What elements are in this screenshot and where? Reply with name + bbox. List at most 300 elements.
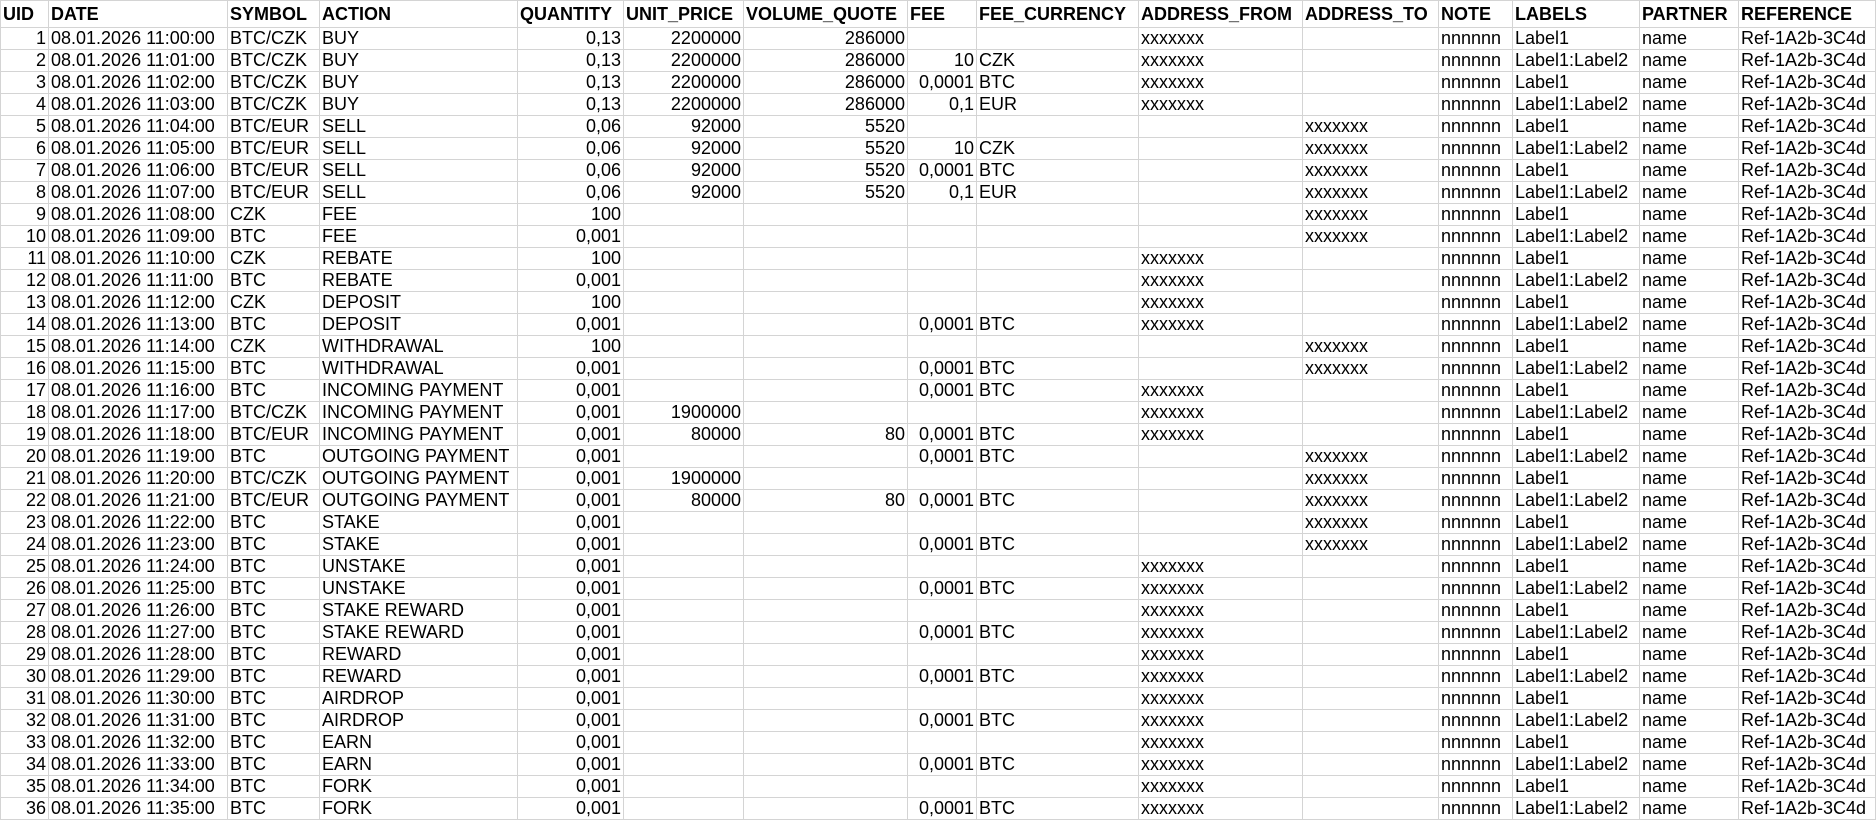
- cell-reference[interactable]: Ref-1A2b-3C4d: [1739, 534, 1876, 556]
- cell-fee-currency[interactable]: BTC: [977, 622, 1139, 644]
- cell-symbol[interactable]: BTC: [228, 556, 320, 578]
- cell-address-to[interactable]: [1303, 424, 1439, 446]
- cell-labels[interactable]: Label1:Label2: [1513, 578, 1640, 600]
- cell-fee[interactable]: 0,0001: [908, 72, 977, 94]
- cell-reference[interactable]: Ref-1A2b-3C4d: [1739, 644, 1876, 666]
- cell-address-from[interactable]: xxxxxxx: [1139, 666, 1303, 688]
- cell-fee[interactable]: 0,0001: [908, 446, 977, 468]
- cell-partner[interactable]: name: [1640, 94, 1739, 116]
- cell-note[interactable]: nnnnnn: [1439, 468, 1513, 490]
- cell-symbol[interactable]: BTC/EUR: [228, 182, 320, 204]
- cell-reference[interactable]: Ref-1A2b-3C4d: [1739, 50, 1876, 72]
- cell-address-to[interactable]: [1303, 666, 1439, 688]
- cell-uid[interactable]: 9: [1, 204, 49, 226]
- cell-uid[interactable]: 25: [1, 556, 49, 578]
- cell-uid[interactable]: 10: [1, 226, 49, 248]
- cell-fee-currency[interactable]: BTC: [977, 160, 1139, 182]
- cell-fee-currency[interactable]: BTC: [977, 578, 1139, 600]
- cell-symbol[interactable]: BTC/EUR: [228, 138, 320, 160]
- cell-labels[interactable]: Label1: [1513, 468, 1640, 490]
- cell-partner[interactable]: name: [1640, 292, 1739, 314]
- cell-address-from[interactable]: xxxxxxx: [1139, 798, 1303, 820]
- cell-quantity[interactable]: 0,06: [518, 138, 624, 160]
- cell-action[interactable]: SELL: [320, 182, 518, 204]
- cell-note[interactable]: nnnnnn: [1439, 292, 1513, 314]
- cell-address-to[interactable]: [1303, 578, 1439, 600]
- column-header-symbol[interactable]: SYMBOL: [228, 1, 320, 28]
- cell-fee[interactable]: [908, 226, 977, 248]
- cell-reference[interactable]: Ref-1A2b-3C4d: [1739, 424, 1876, 446]
- cell-note[interactable]: nnnnnn: [1439, 578, 1513, 600]
- cell-volume-quote[interactable]: [744, 798, 908, 820]
- cell-symbol[interactable]: BTC: [228, 754, 320, 776]
- cell-date[interactable]: 08.01.2026 11:09:00: [49, 226, 228, 248]
- cell-uid[interactable]: 24: [1, 534, 49, 556]
- cell-address-from[interactable]: xxxxxxx: [1139, 424, 1303, 446]
- cell-reference[interactable]: Ref-1A2b-3C4d: [1739, 314, 1876, 336]
- cell-labels[interactable]: Label1:Label2: [1513, 226, 1640, 248]
- cell-volume-quote[interactable]: [744, 204, 908, 226]
- cell-action[interactable]: FORK: [320, 776, 518, 798]
- cell-unit-price[interactable]: 2200000: [624, 72, 744, 94]
- column-header-uid[interactable]: UID: [1, 1, 49, 28]
- cell-reference[interactable]: Ref-1A2b-3C4d: [1739, 226, 1876, 248]
- cell-date[interactable]: 08.01.2026 11:17:00: [49, 402, 228, 424]
- cell-volume-quote[interactable]: [744, 248, 908, 270]
- cell-uid[interactable]: 36: [1, 798, 49, 820]
- cell-volume-quote[interactable]: 286000: [744, 28, 908, 50]
- cell-uid[interactable]: 21: [1, 468, 49, 490]
- cell-date[interactable]: 08.01.2026 11:05:00: [49, 138, 228, 160]
- cell-address-to[interactable]: [1303, 776, 1439, 798]
- cell-date[interactable]: 08.01.2026 11:16:00: [49, 380, 228, 402]
- cell-address-to[interactable]: xxxxxxx: [1303, 512, 1439, 534]
- cell-action[interactable]: OUTGOING PAYMENT: [320, 446, 518, 468]
- cell-action[interactable]: REBATE: [320, 248, 518, 270]
- cell-quantity[interactable]: 0,001: [518, 446, 624, 468]
- cell-address-to[interactable]: xxxxxxx: [1303, 336, 1439, 358]
- cell-labels[interactable]: Label1: [1513, 688, 1640, 710]
- cell-partner[interactable]: name: [1640, 710, 1739, 732]
- cell-fee[interactable]: [908, 204, 977, 226]
- cell-address-from[interactable]: [1139, 534, 1303, 556]
- cell-date[interactable]: 08.01.2026 11:34:00: [49, 776, 228, 798]
- cell-partner[interactable]: name: [1640, 226, 1739, 248]
- cell-uid[interactable]: 8: [1, 182, 49, 204]
- cell-fee-currency[interactable]: BTC: [977, 490, 1139, 512]
- cell-volume-quote[interactable]: [744, 270, 908, 292]
- cell-symbol[interactable]: BTC: [228, 380, 320, 402]
- cell-note[interactable]: nnnnnn: [1439, 160, 1513, 182]
- cell-address-to[interactable]: [1303, 94, 1439, 116]
- cell-date[interactable]: 08.01.2026 11:15:00: [49, 358, 228, 380]
- cell-uid[interactable]: 23: [1, 512, 49, 534]
- cell-unit-price[interactable]: [624, 556, 744, 578]
- cell-address-from[interactable]: xxxxxxx: [1139, 314, 1303, 336]
- cell-address-from[interactable]: xxxxxxx: [1139, 754, 1303, 776]
- cell-volume-quote[interactable]: [744, 380, 908, 402]
- cell-action[interactable]: BUY: [320, 50, 518, 72]
- cell-partner[interactable]: name: [1640, 556, 1739, 578]
- cell-date[interactable]: 08.01.2026 11:06:00: [49, 160, 228, 182]
- cell-reference[interactable]: Ref-1A2b-3C4d: [1739, 776, 1876, 798]
- column-header-address-to[interactable]: ADDRESS_TO: [1303, 1, 1439, 28]
- cell-fee[interactable]: 0,1: [908, 182, 977, 204]
- cell-date[interactable]: 08.01.2026 11:07:00: [49, 182, 228, 204]
- cell-address-from[interactable]: [1139, 446, 1303, 468]
- cell-uid[interactable]: 20: [1, 446, 49, 468]
- cell-note[interactable]: nnnnnn: [1439, 446, 1513, 468]
- cell-note[interactable]: nnnnnn: [1439, 556, 1513, 578]
- column-header-reference[interactable]: REFERENCE: [1739, 1, 1876, 28]
- cell-uid[interactable]: 29: [1, 644, 49, 666]
- cell-labels[interactable]: Label1: [1513, 644, 1640, 666]
- cell-address-to[interactable]: [1303, 28, 1439, 50]
- cell-fee[interactable]: [908, 336, 977, 358]
- cell-date[interactable]: 08.01.2026 11:31:00: [49, 710, 228, 732]
- cell-uid[interactable]: 33: [1, 732, 49, 754]
- cell-uid[interactable]: 18: [1, 402, 49, 424]
- cell-symbol[interactable]: BTC: [228, 534, 320, 556]
- cell-quantity[interactable]: 0,001: [518, 578, 624, 600]
- cell-address-to[interactable]: xxxxxxx: [1303, 468, 1439, 490]
- cell-address-from[interactable]: xxxxxxx: [1139, 644, 1303, 666]
- cell-note[interactable]: nnnnnn: [1439, 490, 1513, 512]
- cell-labels[interactable]: Label1: [1513, 28, 1640, 50]
- cell-address-from[interactable]: [1139, 204, 1303, 226]
- cell-reference[interactable]: Ref-1A2b-3C4d: [1739, 710, 1876, 732]
- cell-fee-currency[interactable]: [977, 248, 1139, 270]
- cell-note[interactable]: nnnnnn: [1439, 424, 1513, 446]
- cell-labels[interactable]: Label1:Label2: [1513, 182, 1640, 204]
- cell-quantity[interactable]: 0,001: [518, 226, 624, 248]
- cell-uid[interactable]: 19: [1, 424, 49, 446]
- cell-volume-quote[interactable]: [744, 402, 908, 424]
- cell-partner[interactable]: name: [1640, 798, 1739, 820]
- cell-quantity[interactable]: 0,001: [518, 622, 624, 644]
- cell-address-to[interactable]: [1303, 556, 1439, 578]
- cell-partner[interactable]: name: [1640, 270, 1739, 292]
- cell-volume-quote[interactable]: [744, 512, 908, 534]
- column-header-unit-price[interactable]: UNIT_PRICE: [624, 1, 744, 28]
- cell-volume-quote[interactable]: [744, 556, 908, 578]
- cell-fee[interactable]: 0,0001: [908, 666, 977, 688]
- cell-date[interactable]: 08.01.2026 11:02:00: [49, 72, 228, 94]
- cell-date[interactable]: 08.01.2026 11:01:00: [49, 50, 228, 72]
- cell-uid[interactable]: 11: [1, 248, 49, 270]
- cell-partner[interactable]: name: [1640, 688, 1739, 710]
- cell-address-from[interactable]: [1139, 226, 1303, 248]
- cell-unit-price[interactable]: [624, 292, 744, 314]
- cell-quantity[interactable]: 0,06: [518, 116, 624, 138]
- cell-date[interactable]: 08.01.2026 11:26:00: [49, 600, 228, 622]
- cell-address-from[interactable]: xxxxxxx: [1139, 578, 1303, 600]
- cell-action[interactable]: FEE: [320, 226, 518, 248]
- cell-partner[interactable]: name: [1640, 314, 1739, 336]
- cell-fee-currency[interactable]: CZK: [977, 138, 1139, 160]
- cell-labels[interactable]: Label1: [1513, 248, 1640, 270]
- cell-symbol[interactable]: BTC: [228, 226, 320, 248]
- cell-unit-price[interactable]: 92000: [624, 116, 744, 138]
- cell-uid[interactable]: 7: [1, 160, 49, 182]
- cell-fee-currency[interactable]: [977, 556, 1139, 578]
- cell-labels[interactable]: Label1:Label2: [1513, 314, 1640, 336]
- cell-address-to[interactable]: [1303, 248, 1439, 270]
- cell-unit-price[interactable]: [624, 776, 744, 798]
- cell-action[interactable]: SELL: [320, 138, 518, 160]
- cell-note[interactable]: nnnnnn: [1439, 776, 1513, 798]
- cell-action[interactable]: UNSTAKE: [320, 556, 518, 578]
- cell-note[interactable]: nnnnnn: [1439, 644, 1513, 666]
- cell-reference[interactable]: Ref-1A2b-3C4d: [1739, 358, 1876, 380]
- cell-fee-currency[interactable]: BTC: [977, 534, 1139, 556]
- cell-unit-price[interactable]: [624, 336, 744, 358]
- cell-volume-quote[interactable]: [744, 292, 908, 314]
- cell-date[interactable]: 08.01.2026 11:03:00: [49, 94, 228, 116]
- cell-symbol[interactable]: BTC: [228, 446, 320, 468]
- cell-fee[interactable]: [908, 468, 977, 490]
- cell-action[interactable]: OUTGOING PAYMENT: [320, 490, 518, 512]
- cell-date[interactable]: 08.01.2026 11:13:00: [49, 314, 228, 336]
- cell-quantity[interactable]: 0,13: [518, 50, 624, 72]
- cell-action[interactable]: SELL: [320, 160, 518, 182]
- cell-quantity[interactable]: 0,06: [518, 182, 624, 204]
- cell-symbol[interactable]: BTC/CZK: [228, 72, 320, 94]
- cell-fee-currency[interactable]: BTC: [977, 358, 1139, 380]
- cell-uid[interactable]: 35: [1, 776, 49, 798]
- cell-uid[interactable]: 26: [1, 578, 49, 600]
- cell-fee[interactable]: [908, 270, 977, 292]
- cell-fee[interactable]: [908, 292, 977, 314]
- cell-address-from[interactable]: xxxxxxx: [1139, 600, 1303, 622]
- cell-quantity[interactable]: 0,001: [518, 798, 624, 820]
- cell-fee-currency[interactable]: EUR: [977, 182, 1139, 204]
- cell-address-from[interactable]: xxxxxxx: [1139, 776, 1303, 798]
- cell-quantity[interactable]: 0,001: [518, 644, 624, 666]
- cell-fee[interactable]: [908, 776, 977, 798]
- cell-reference[interactable]: Ref-1A2b-3C4d: [1739, 160, 1876, 182]
- cell-quantity[interactable]: 0,001: [518, 688, 624, 710]
- cell-fee-currency[interactable]: BTC: [977, 754, 1139, 776]
- cell-date[interactable]: 08.01.2026 11:18:00: [49, 424, 228, 446]
- cell-address-from[interactable]: xxxxxxx: [1139, 28, 1303, 50]
- cell-fee-currency[interactable]: EUR: [977, 94, 1139, 116]
- cell-fee-currency[interactable]: [977, 116, 1139, 138]
- cell-action[interactable]: EARN: [320, 754, 518, 776]
- cell-action[interactable]: STAKE REWARD: [320, 622, 518, 644]
- cell-uid[interactable]: 32: [1, 710, 49, 732]
- cell-action[interactable]: INCOMING PAYMENT: [320, 402, 518, 424]
- cell-address-to[interactable]: [1303, 380, 1439, 402]
- cell-volume-quote[interactable]: [744, 226, 908, 248]
- cell-address-from[interactable]: xxxxxxx: [1139, 710, 1303, 732]
- cell-labels[interactable]: Label1: [1513, 116, 1640, 138]
- cell-action[interactable]: WITHDRAWAL: [320, 336, 518, 358]
- cell-note[interactable]: nnnnnn: [1439, 182, 1513, 204]
- cell-partner[interactable]: name: [1640, 754, 1739, 776]
- cell-address-from[interactable]: xxxxxxx: [1139, 402, 1303, 424]
- cell-address-to[interactable]: xxxxxxx: [1303, 226, 1439, 248]
- cell-date[interactable]: 08.01.2026 11:08:00: [49, 204, 228, 226]
- cell-action[interactable]: DEPOSIT: [320, 314, 518, 336]
- cell-uid[interactable]: 5: [1, 116, 49, 138]
- cell-symbol[interactable]: BTC: [228, 512, 320, 534]
- cell-fee-currency[interactable]: BTC: [977, 72, 1139, 94]
- cell-volume-quote[interactable]: [744, 468, 908, 490]
- cell-reference[interactable]: Ref-1A2b-3C4d: [1739, 798, 1876, 820]
- cell-reference[interactable]: Ref-1A2b-3C4d: [1739, 468, 1876, 490]
- cell-volume-quote[interactable]: [744, 578, 908, 600]
- cell-action[interactable]: FORK: [320, 798, 518, 820]
- cell-date[interactable]: 08.01.2026 11:21:00: [49, 490, 228, 512]
- cell-fee-currency[interactable]: BTC: [977, 446, 1139, 468]
- cell-quantity[interactable]: 0,13: [518, 72, 624, 94]
- cell-unit-price[interactable]: [624, 380, 744, 402]
- cell-quantity[interactable]: 0,001: [518, 380, 624, 402]
- cell-quantity[interactable]: 100: [518, 292, 624, 314]
- column-header-labels[interactable]: LABELS: [1513, 1, 1640, 28]
- cell-address-to[interactable]: xxxxxxx: [1303, 446, 1439, 468]
- cell-unit-price[interactable]: [624, 754, 744, 776]
- cell-reference[interactable]: Ref-1A2b-3C4d: [1739, 72, 1876, 94]
- cell-fee[interactable]: 10: [908, 138, 977, 160]
- cell-address-from[interactable]: [1139, 490, 1303, 512]
- cell-fee[interactable]: 0,0001: [908, 424, 977, 446]
- cell-fee[interactable]: 0,1: [908, 94, 977, 116]
- cell-date[interactable]: 08.01.2026 11:04:00: [49, 116, 228, 138]
- cell-symbol[interactable]: BTC: [228, 666, 320, 688]
- cell-labels[interactable]: Label1:Label2: [1513, 270, 1640, 292]
- cell-quantity[interactable]: 0,001: [518, 556, 624, 578]
- cell-quantity[interactable]: 0,001: [518, 402, 624, 424]
- cell-symbol[interactable]: BTC: [228, 622, 320, 644]
- cell-note[interactable]: nnnnnn: [1439, 754, 1513, 776]
- cell-note[interactable]: nnnnnn: [1439, 710, 1513, 732]
- cell-note[interactable]: nnnnnn: [1439, 116, 1513, 138]
- cell-action[interactable]: STAKE: [320, 512, 518, 534]
- column-header-note[interactable]: NOTE: [1439, 1, 1513, 28]
- cell-quantity[interactable]: 0,001: [518, 710, 624, 732]
- cell-quantity[interactable]: 0,001: [518, 754, 624, 776]
- cell-symbol[interactable]: BTC/CZK: [228, 402, 320, 424]
- cell-uid[interactable]: 34: [1, 754, 49, 776]
- cell-reference[interactable]: Ref-1A2b-3C4d: [1739, 446, 1876, 468]
- cell-fee-currency[interactable]: [977, 204, 1139, 226]
- cell-quantity[interactable]: 0,001: [518, 534, 624, 556]
- cell-fee-currency[interactable]: [977, 270, 1139, 292]
- cell-partner[interactable]: name: [1640, 666, 1739, 688]
- cell-symbol[interactable]: CZK: [228, 292, 320, 314]
- cell-note[interactable]: nnnnnn: [1439, 534, 1513, 556]
- cell-labels[interactable]: Label1:Label2: [1513, 94, 1640, 116]
- cell-address-to[interactable]: xxxxxxx: [1303, 138, 1439, 160]
- cell-fee[interactable]: 0,0001: [908, 534, 977, 556]
- cell-reference[interactable]: Ref-1A2b-3C4d: [1739, 556, 1876, 578]
- cell-partner[interactable]: name: [1640, 336, 1739, 358]
- cell-volume-quote[interactable]: 286000: [744, 72, 908, 94]
- cell-unit-price[interactable]: [624, 644, 744, 666]
- cell-note[interactable]: nnnnnn: [1439, 402, 1513, 424]
- cell-labels[interactable]: Label1: [1513, 72, 1640, 94]
- cell-volume-quote[interactable]: 80: [744, 490, 908, 512]
- cell-partner[interactable]: name: [1640, 160, 1739, 182]
- cell-fee[interactable]: 0,0001: [908, 490, 977, 512]
- cell-labels[interactable]: Label1:Label2: [1513, 446, 1640, 468]
- cell-volume-quote[interactable]: [744, 666, 908, 688]
- cell-volume-quote[interactable]: [744, 314, 908, 336]
- cell-uid[interactable]: 30: [1, 666, 49, 688]
- cell-quantity[interactable]: 0,001: [518, 600, 624, 622]
- cell-note[interactable]: nnnnnn: [1439, 138, 1513, 160]
- cell-fee-currency[interactable]: BTC: [977, 314, 1139, 336]
- cell-volume-quote[interactable]: [744, 710, 908, 732]
- cell-action[interactable]: DEPOSIT: [320, 292, 518, 314]
- cell-action[interactable]: AIRDROP: [320, 688, 518, 710]
- cell-address-from[interactable]: xxxxxxx: [1139, 72, 1303, 94]
- cell-partner[interactable]: name: [1640, 578, 1739, 600]
- cell-reference[interactable]: Ref-1A2b-3C4d: [1739, 732, 1876, 754]
- cell-fee[interactable]: 0,0001: [908, 314, 977, 336]
- cell-fee[interactable]: [908, 732, 977, 754]
- cell-fee[interactable]: 0,0001: [908, 578, 977, 600]
- column-header-action[interactable]: ACTION: [320, 1, 518, 28]
- cell-reference[interactable]: Ref-1A2b-3C4d: [1739, 28, 1876, 50]
- cell-quantity[interactable]: 0,001: [518, 512, 624, 534]
- cell-note[interactable]: nnnnnn: [1439, 512, 1513, 534]
- cell-quantity[interactable]: 0,001: [518, 314, 624, 336]
- cell-reference[interactable]: Ref-1A2b-3C4d: [1739, 138, 1876, 160]
- cell-uid[interactable]: 28: [1, 622, 49, 644]
- cell-uid[interactable]: 3: [1, 72, 49, 94]
- cell-quantity[interactable]: 0,001: [518, 732, 624, 754]
- cell-volume-quote[interactable]: [744, 446, 908, 468]
- cell-volume-quote[interactable]: 80: [744, 424, 908, 446]
- column-header-quantity[interactable]: QUANTITY: [518, 1, 624, 28]
- column-header-fee-currency[interactable]: FEE_CURRENCY: [977, 1, 1139, 28]
- cell-fee[interactable]: 0,0001: [908, 622, 977, 644]
- cell-fee-currency[interactable]: [977, 28, 1139, 50]
- cell-partner[interactable]: name: [1640, 138, 1739, 160]
- cell-note[interactable]: nnnnnn: [1439, 248, 1513, 270]
- cell-address-from[interactable]: xxxxxxx: [1139, 50, 1303, 72]
- cell-partner[interactable]: name: [1640, 468, 1739, 490]
- cell-address-to[interactable]: [1303, 402, 1439, 424]
- cell-unit-price[interactable]: [624, 710, 744, 732]
- cell-action[interactable]: BUY: [320, 94, 518, 116]
- cell-note[interactable]: nnnnnn: [1439, 732, 1513, 754]
- cell-unit-price[interactable]: 92000: [624, 182, 744, 204]
- cell-uid[interactable]: 27: [1, 600, 49, 622]
- cell-fee-currency[interactable]: BTC: [977, 666, 1139, 688]
- cell-symbol[interactable]: BTC/EUR: [228, 160, 320, 182]
- cell-date[interactable]: 08.01.2026 11:20:00: [49, 468, 228, 490]
- cell-note[interactable]: nnnnnn: [1439, 314, 1513, 336]
- cell-volume-quote[interactable]: 5520: [744, 160, 908, 182]
- cell-address-to[interactable]: [1303, 270, 1439, 292]
- cell-symbol[interactable]: CZK: [228, 204, 320, 226]
- cell-note[interactable]: nnnnnn: [1439, 270, 1513, 292]
- cell-uid[interactable]: 31: [1, 688, 49, 710]
- cell-fee-currency[interactable]: BTC: [977, 380, 1139, 402]
- cell-date[interactable]: 08.01.2026 11:22:00: [49, 512, 228, 534]
- cell-labels[interactable]: Label1: [1513, 380, 1640, 402]
- cell-unit-price[interactable]: [624, 666, 744, 688]
- cell-note[interactable]: nnnnnn: [1439, 28, 1513, 50]
- cell-symbol[interactable]: BTC: [228, 688, 320, 710]
- cell-partner[interactable]: name: [1640, 402, 1739, 424]
- column-header-date[interactable]: DATE: [49, 1, 228, 28]
- cell-action[interactable]: INCOMING PAYMENT: [320, 424, 518, 446]
